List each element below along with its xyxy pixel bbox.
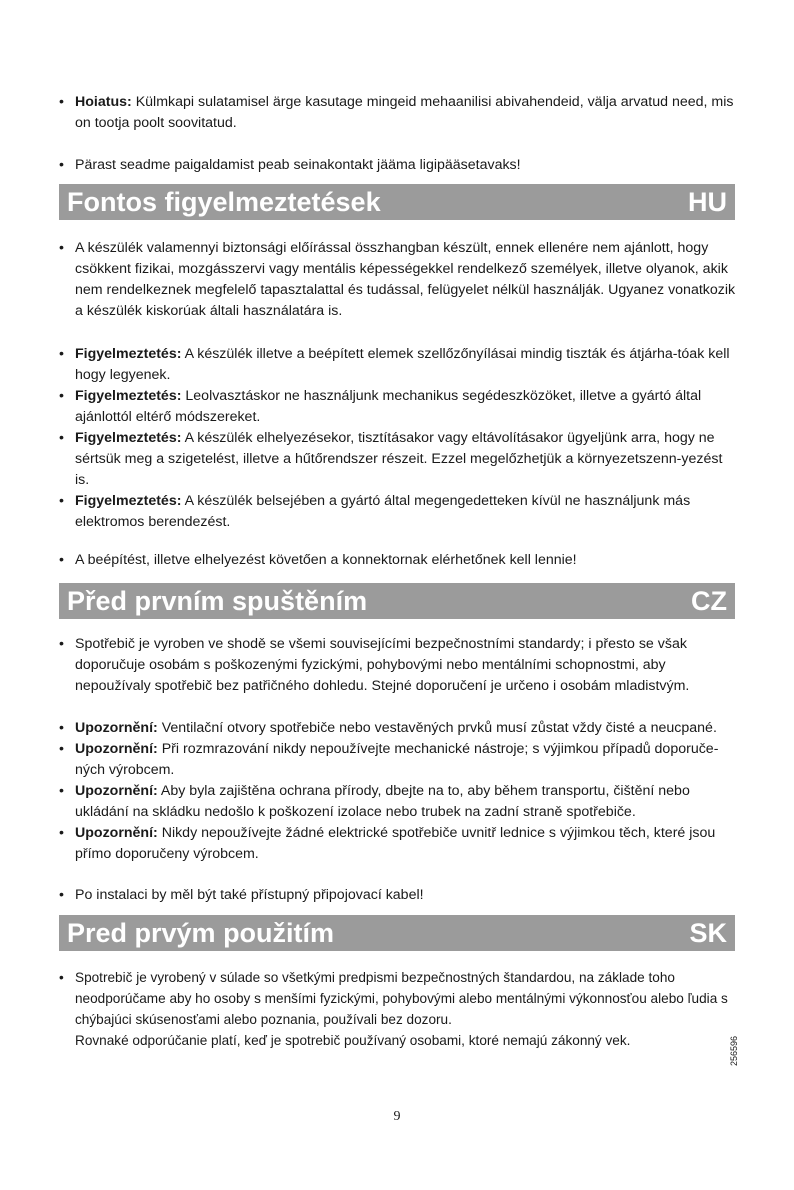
page-number: 9 (393, 1109, 401, 1124)
warning-text: Při rozmrazování nikdy nepoužívejte mechanické nástroje; s výjimkou případů doporuče-ných výrobcem. (75, 741, 719, 778)
cz-warnings (59, 718, 739, 865)
list-item (59, 718, 739, 739)
warning-text: A készülék elhelyezésekor, tisztításakor vagy eltávolításakor ügyeljünk arra, hogy ne sértsük meg a szigetelést, illetve a hűtőrendszer részeit. Ezzel megelőzhetjük a környezetszenn-yezést is. (75, 430, 723, 488)
et-note-item: • Pärast seadme paigaldamist peab seinakontakt jääma ligipääsetavaks! (59, 155, 739, 176)
section-title: Fontos figyelmeztetések (67, 187, 381, 217)
section-header-cz (59, 583, 735, 619)
list-item (59, 491, 739, 533)
list-item (59, 428, 739, 491)
warning-text: Nikdy nepoužívejte žádné elektrické spotřebiče uvnitř lednice s výjimkou těch, které jsou přímo doporučeny výrobcem. (75, 825, 716, 862)
hu-intro (59, 238, 739, 322)
section-title: Pred prvým použitím (67, 918, 335, 948)
cz-intro (59, 634, 739, 697)
hu-note-item: • A beépítést, illetve elhelyezést követően a konnektornak elérhetőnek kell lennie! (59, 550, 739, 571)
warning-lead: Upozornění: (75, 783, 158, 799)
warning-lead: Upozornění: (75, 741, 158, 757)
warning-text: Külmkapi sulatamisel ärge kasutage mingeid mehaanilisi abivahendeid, välja arvatud need, mis on tootja poolt soovitatud. (75, 94, 734, 131)
sk-intro-item (59, 967, 739, 1051)
warning-lead: Hoiatus: (75, 94, 132, 110)
warning-text: Aby byla zajištěna ochrana přírody, dbejte na to, aby během transportu, čištění nebo ukládání na skládku nedošlo k poškození izolace nebo trubek na zadní straně spotřebiče. (75, 783, 690, 820)
language-code: SK (689, 918, 727, 948)
warning-text: A készülék belsejében a gyártó által megengedetteken kívül ne használjunk más elektromos berendezést. (75, 493, 691, 530)
sk-intro-text-2: Rovnaké odporúčanie platí, keď je spotrebič používaný osobami, ktoré nemajú zákonný vek. (75, 1033, 631, 1048)
list-item (59, 344, 739, 386)
warning-lead: Figyelmeztetés: (75, 346, 182, 362)
hu-intro-item: • A készülék valamennyi biztonsági előírással összhangban készült, ennek ellenére nem ajánlott, hogy csökkent fizikai, mozgásszervi vagy mentális képességekkel rendelkező személyek, illetve olyanok, akik nem rendelkeznek megfelelő tapasztalattal és tudással, felügyelet nélkül használják. Ugyanez vonatkozik a készülék kiskorúak általi használatára is. (59, 238, 739, 322)
warning-lead: Figyelmeztetés: (75, 388, 182, 404)
section-title: Před prvním spuštěním (67, 586, 368, 616)
list-item (59, 739, 739, 781)
list-item (59, 386, 739, 428)
section-header-hu (59, 184, 735, 220)
language-code: CZ (691, 586, 727, 616)
cz-intro-item: • Spotřebič je vyroben ve shodě se všemi souvisejícími bezpečnostními standardy; i přesto se však doporučuje osobám s poškozenými fyzickými, pohybovými nebo mentálními schopnostmi, aby nepoužívaly spotřebič bez patřičného dohledu. Stejné doporučení je určeno i osobám mladistvým. (59, 634, 739, 697)
section-header-sk (59, 915, 735, 951)
warning-text: Ventilační otvory spotřebiče nebo vestavěných prvků musí zůstat vždy čisté a neucpané. (157, 720, 717, 736)
warning-lead: Figyelmeztetés: (75, 430, 182, 446)
warning-lead: Upozornění: (75, 825, 158, 841)
sk-intro (59, 967, 739, 1051)
et-warning-item (59, 92, 739, 134)
sk-intro-text: Spotrebič je vyrobený v súlade so všetkými predpismi bezpečnostných štandardou, na základe toho neodporúčame aby ho osoby s menšími fyzickými, pohybovými alebo mentálnými výkonnosťou alebo ľudia s chýbajúci skúsenosťami alebo poznania, používali bez dozoru. (75, 970, 728, 1027)
et-note (59, 155, 739, 176)
document-code: 256596 (729, 1035, 739, 1066)
list-item (59, 823, 739, 865)
language-code: HU (688, 187, 727, 217)
list-item (59, 781, 739, 823)
hu-warnings (59, 344, 739, 533)
warning-lead: Figyelmeztetés: (75, 493, 182, 509)
hu-note (59, 550, 739, 571)
cz-note (59, 885, 739, 906)
warning-text: Leolvasztáskor ne használjunk mechanikus segédeszközöket, illetve a gyártó által ajánlottól eltérő módszereket. (75, 388, 702, 425)
et-warning (59, 92, 739, 134)
warning-text: A készülék illetve a beépített elemek szellőzőnyílásai mindig tiszták és átjárha-tóak kell hogy legyenek. (75, 346, 730, 383)
cz-note-item: • Po instalaci by měl být také přístupný připojovací kabel! (59, 885, 739, 906)
warning-lead: Upozornění: (75, 720, 158, 736)
